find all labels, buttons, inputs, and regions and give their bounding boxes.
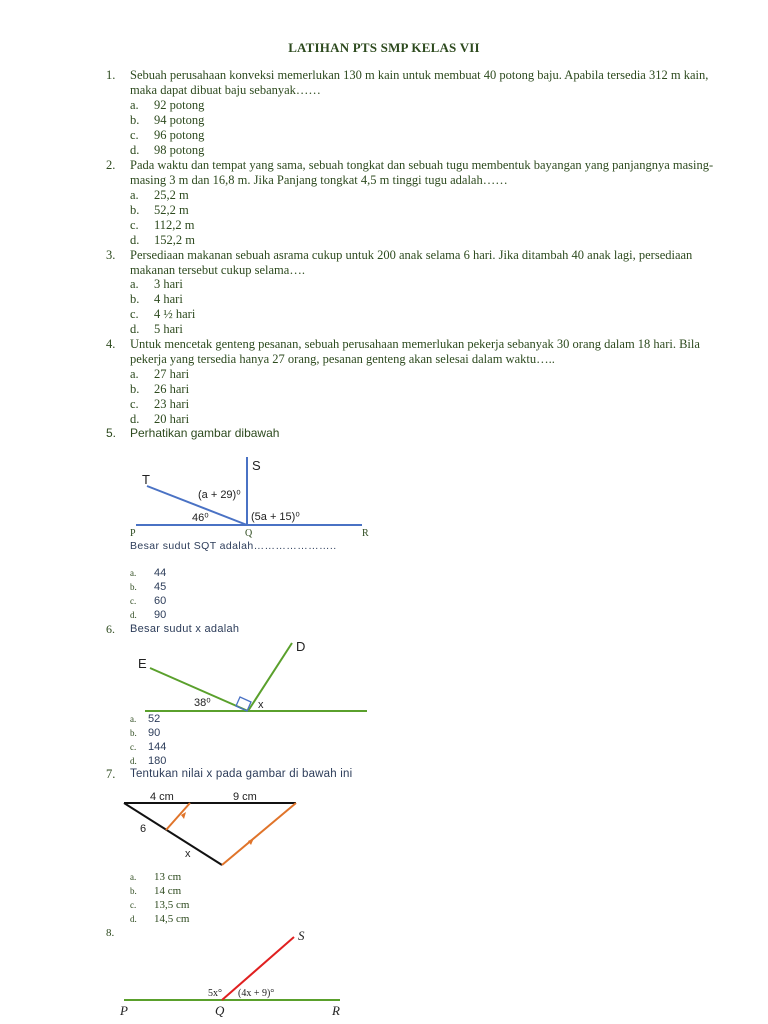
option: c. 13,5 cm <box>130 899 190 911</box>
option: d. 20 hari <box>130 412 190 426</box>
option: a. 52 <box>130 713 161 725</box>
option: c. 96 potong <box>130 128 205 142</box>
option: a. 3 hari <box>130 277 183 291</box>
question-number: 4. <box>106 337 116 351</box>
option: c. 112,2 m <box>130 218 195 232</box>
option: a. 25,2 m <box>130 188 189 202</box>
question-text: Besar sudut x adalah <box>130 623 240 635</box>
label-r: R <box>332 1003 340 1018</box>
label-x: x <box>258 699 264 711</box>
question-5-prompt: Besar sudut SQT adalah………………….. <box>130 540 337 552</box>
option: b. 52,2 m <box>130 203 189 217</box>
angle-label-1: (a + 29)⁰ <box>198 489 241 501</box>
angle-label-2: 46⁰ <box>192 512 209 524</box>
question-number: 6. <box>106 622 115 636</box>
angle-label-2: (4x + 9)° <box>238 988 275 999</box>
label-p: P <box>130 528 136 539</box>
label-q: Q <box>245 528 253 539</box>
option: c. 60 <box>130 595 167 607</box>
option: b. 4 hari <box>130 292 183 306</box>
angle-label-1: 5x° <box>208 988 222 999</box>
angle-label-3: (5a + 15)⁰ <box>251 511 300 523</box>
option: b. 14 cm <box>130 885 182 897</box>
option: a. 44 <box>130 567 167 579</box>
option: a. 27 hari <box>130 367 190 381</box>
question-number: 3. <box>106 248 116 262</box>
label-e: E <box>138 656 147 671</box>
option: c. 4 ½ hari <box>130 307 196 321</box>
label-r: R <box>362 528 369 539</box>
option: a. 92 potong <box>130 98 205 112</box>
option: d. 90 <box>130 609 167 621</box>
label-s: S <box>252 458 261 473</box>
question-text: Pada waktu dan tempat yang sama, sebuah tongkat dan sebuah tugu membentuk bayangan yang panjangnya masing-masing 3 m dan 16,8 m. Jika Panjang tongkat 4,5 m tinggi tugu adalah…… <box>130 158 714 187</box>
label-x: x <box>185 848 191 860</box>
question-text: Persediaan makanan sebuah asrama cukup untuk 200 anak selama 6 hari. Jika ditambah 40 anak lagi, persediaan makanan tersebut cukup selama…. <box>130 248 693 277</box>
label-t: T <box>142 472 150 487</box>
question-text: Sebuah perusahaan konveksi memerlukan 130 m kain untuk membuat 40 potong baju. Apabila tersedia 312 m kain, maka dapat dibuat baju sebanyak…… <box>130 68 709 97</box>
question-number: 1. <box>106 68 116 82</box>
label-p: P <box>120 1003 128 1018</box>
label-d: D <box>296 639 306 654</box>
option: d. 152,2 m <box>130 233 195 247</box>
question-text: Untuk mencetak genteng pesanan, sebuah perusahaan memerlukan pekerja sebanyak 30 orang dalam 18 hari. Bila pekerja yang tersedia hanya 27 orang, pesanan genteng akan selesai dalam waktu….. <box>130 337 700 366</box>
label-q: Q <box>215 1003 225 1018</box>
angle-label: 38⁰ <box>194 697 211 709</box>
question-number: 5. <box>106 426 117 440</box>
page-title: LATIHAN PTS SMP KELAS VII <box>288 40 480 55</box>
option: b. 26 hari <box>130 382 190 396</box>
option: d. 14,5 cm <box>130 913 190 925</box>
option: c. 144 <box>130 741 167 753</box>
option: b. 94 potong <box>130 113 205 127</box>
option: d. 5 hari <box>130 322 183 336</box>
option: d. 98 potong <box>130 143 205 157</box>
question-number: 7. <box>106 767 116 781</box>
label-9cm: 9 cm <box>233 791 257 803</box>
label-6: 6 <box>140 823 147 835</box>
option: b. 90 <box>130 727 161 739</box>
question-number: 2. <box>106 158 116 172</box>
question-text: Tentukan nilai x pada gambar di bawah ini <box>130 768 353 780</box>
label-4cm: 4 cm <box>150 791 174 803</box>
question-text: Perhatikan gambar dibawah <box>130 426 280 440</box>
option: a. 13 cm <box>130 871 182 883</box>
label-s: S <box>298 928 305 943</box>
option: b. 45 <box>130 581 167 593</box>
option: c. 23 hari <box>130 397 190 411</box>
option: d. 180 <box>130 755 167 767</box>
question-number: 8. <box>106 927 115 939</box>
